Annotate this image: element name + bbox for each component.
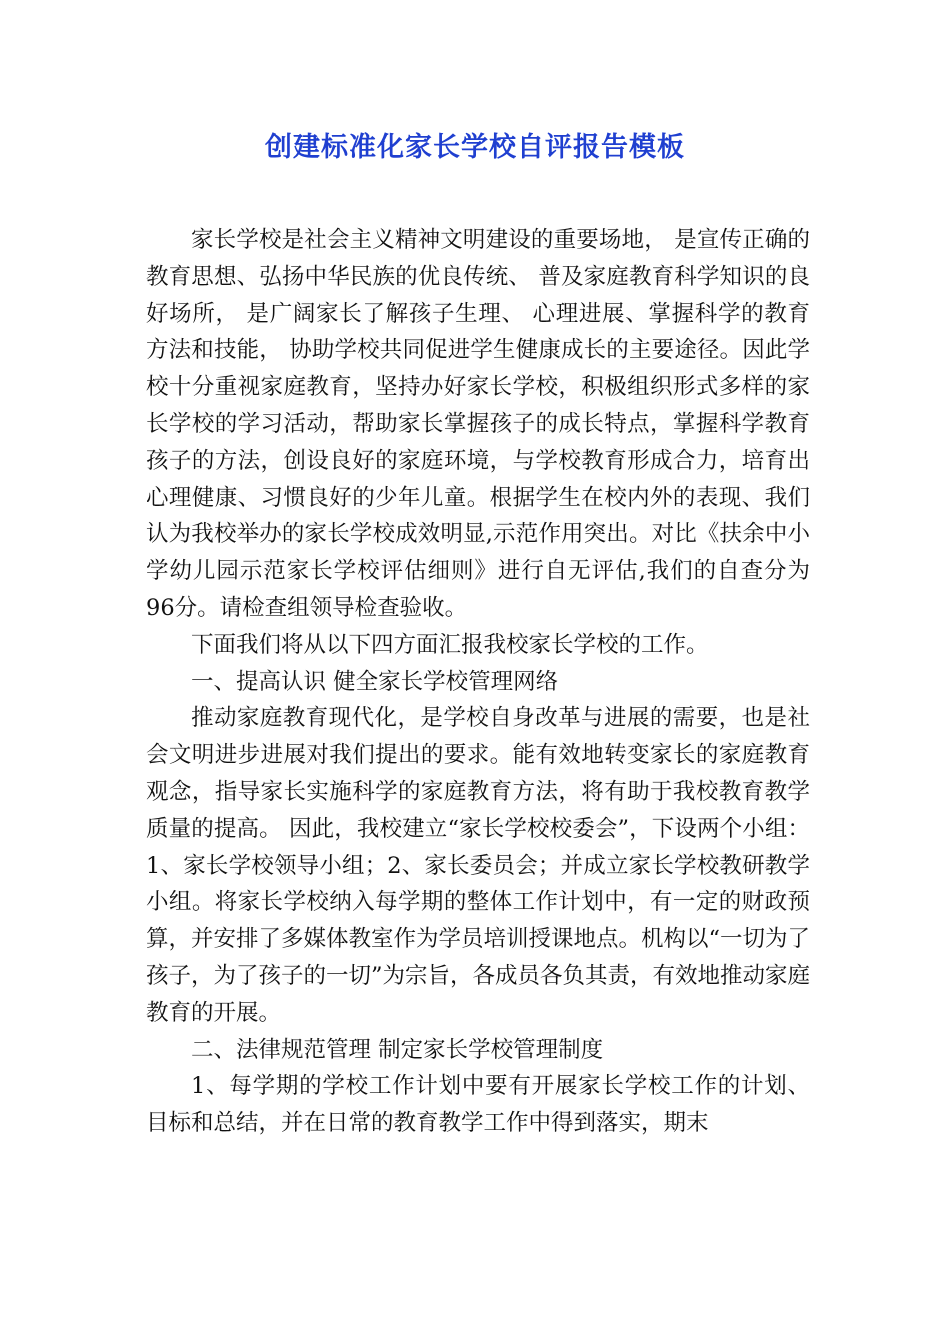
document-body	[146, 222, 810, 1142]
document-title: 创建标准化家长学校自评报告模板	[265, 132, 685, 163]
paragraph-intro: 家长学校是社会主义精神文明建设的重要场地， 是宣传正确的教育思想、弘扬中华民族的优良传统、 普及家庭教育科学知识的良好场所， 是广阔家长了解孩子生理、 心理进展、掌握科学的教育方法和技能， 协助学校共同促进学生健康成长的主要途径。因此学校十分重视家庭教育，坚持办好家长学校，积极组织形式多样的家长学校的学习活动，帮助家长掌握孩子的成长特点，掌握科学教育孩子的方法，创设良好的家庭环境，与学校教育形成合力，培育出心理健康、习惯良好的少年儿童。根据学生在校内外的表现、我们认为我校举办的家长学校成效明显,示范作用突出。对比《扶余中小学幼儿园示范家长学校评估细则》进行自无评估,我们的自查分为96分。请检查组领导检查验收。	[146, 227, 810, 621]
section-heading-2: 二、法律规范管理 制定家长学校管理制度	[191, 1036, 604, 1063]
paragraph-section-2-item-1: 1、每学期的学校工作计划中要有开展家长学校工作的计划、目标和总结，并在日常的教育教学工作中得到落实，期末	[146, 1073, 810, 1137]
paragraph-overview: 下面我们将从以下四方面汇报我校家长学校的工作。	[191, 631, 709, 658]
paragraph-section-1: 推动家庭教育现代化，是学校自身改革与进展的需要，也是社会文明进步进展对我们提出的要求。能有效地转变家长的家庭教育观念，指导家长实施科学的家庭教育方法，将有助于我校教育教学质量的提高。 因此，我校建立“家长学校校委会”，下设两个小组：1、家长学校领导小组；2、家长委员会；并成立家长学校教研教学小组。将家长学校纳入每学期的整体工作计划中，有一定的财政预算，并安排了多媒体教室作为学员培训授课地点。机构以“一切为了孩子，为了孩子的一切”为宗旨，各成员各负其责，有效地推动家庭教育的开展。	[146, 705, 811, 1026]
section-heading-1: 一、提高认识 健全家长学校管理网络	[191, 668, 559, 695]
